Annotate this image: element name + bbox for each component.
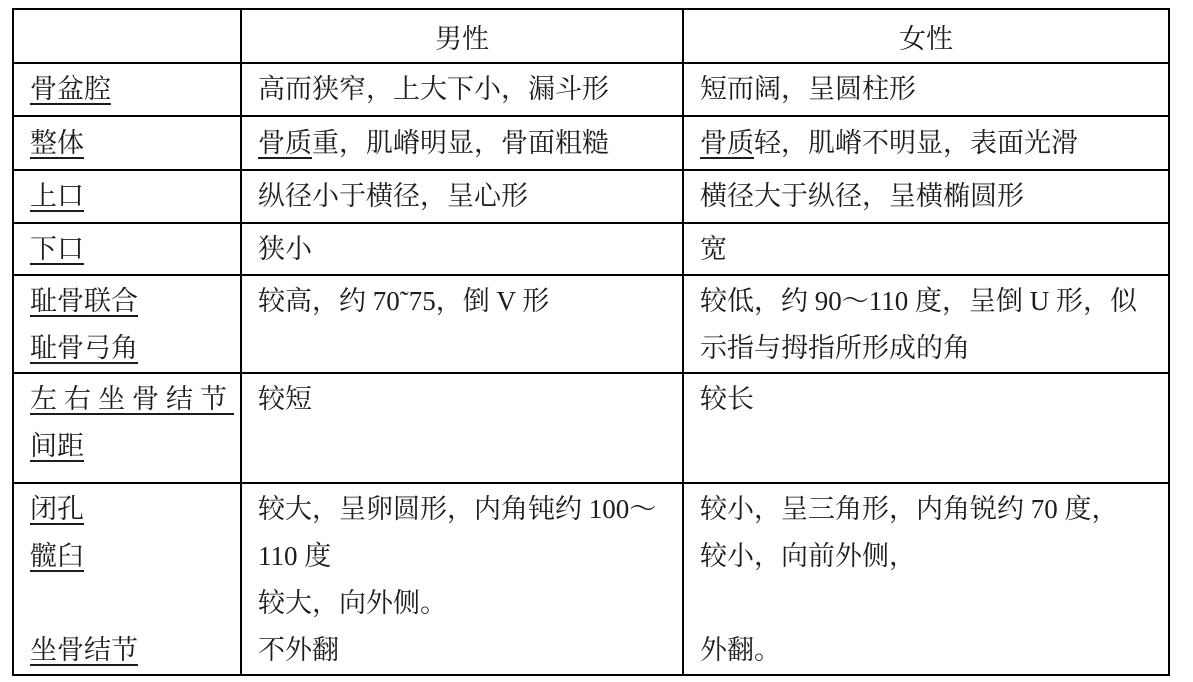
text-segment: 较高，约 70˜75，倒 V 形 <box>258 286 550 316</box>
text-line <box>30 376 232 423</box>
pelvis-comparison-table <box>12 8 1170 676</box>
male-cell <box>241 63 683 116</box>
text-line <box>30 325 232 372</box>
female-cell <box>683 275 1169 373</box>
text-line <box>258 173 674 220</box>
text-line <box>700 376 1160 423</box>
text-segment: 较小，向前外侧， <box>700 541 916 571</box>
row-label-cell <box>13 116 241 170</box>
row-label-cell <box>13 170 241 223</box>
female-cell <box>683 223 1169 275</box>
text-segment: 上口 <box>30 181 84 211</box>
text-segment: 短而阔，呈圆柱形 <box>700 74 916 104</box>
text-line <box>258 278 674 325</box>
text-segment: 狭小 <box>258 233 312 264</box>
text-segment: 间距 <box>30 431 84 461</box>
text-line <box>700 533 1160 580</box>
text-segment: 整体 <box>30 127 84 158</box>
header-corner-cell <box>13 9 241 63</box>
text-segment: 骨盆腔 <box>30 74 111 104</box>
male-cell <box>241 170 683 223</box>
female-cell <box>683 483 1169 675</box>
male-cell <box>241 275 683 373</box>
female-cell <box>683 170 1169 223</box>
text-line <box>258 66 674 113</box>
header-male-cell: 男性 <box>241 9 683 63</box>
text-line <box>258 533 674 580</box>
text-line <box>30 580 232 627</box>
text-line <box>700 627 1160 674</box>
text-line <box>30 486 232 533</box>
male-cell <box>241 373 683 483</box>
table-row <box>13 116 1169 170</box>
text-segment: 不外翻 <box>258 635 339 665</box>
row-label-cell <box>13 373 241 483</box>
header-female-cell: 女性 <box>683 9 1169 63</box>
table-row <box>13 170 1169 223</box>
text-segment: 纵径小于横径，呈心形 <box>258 181 528 211</box>
text-segment: 较大，向外侧。 <box>258 588 447 618</box>
text-segment: 较长 <box>700 384 754 414</box>
text-line <box>700 66 1160 113</box>
female-cell <box>683 63 1169 116</box>
table-row <box>13 63 1169 116</box>
text-line <box>700 278 1160 325</box>
text-line <box>30 627 232 674</box>
text-segment: 外翻。 <box>700 635 781 665</box>
text-segment: 左右坐骨结节 <box>30 384 234 414</box>
text-segment: 较小，呈三角形，内角锐约 70 度， <box>700 494 1119 524</box>
text-line <box>258 580 674 627</box>
text-segment: 闭孔 <box>30 494 84 524</box>
table-row <box>13 275 1169 373</box>
text-segment: 耻骨弓角 <box>30 333 138 363</box>
text-segment: 较低，约 90～110 度，呈倒 U 形，似 <box>700 286 1137 316</box>
header-row <box>13 9 1169 63</box>
text-segment: 110 度 <box>258 541 332 571</box>
table-row <box>13 483 1169 675</box>
text-segment: 示指与拇指所形成的角 <box>700 333 970 363</box>
text-line <box>258 486 674 533</box>
text-segment: 较短 <box>258 384 312 414</box>
row-label-cell <box>13 275 241 373</box>
table-row <box>13 223 1169 275</box>
text-line <box>30 173 232 220</box>
text-line <box>30 278 232 325</box>
table-row <box>13 373 1169 483</box>
text-line <box>700 173 1160 220</box>
male-cell <box>241 483 683 675</box>
text-line <box>700 120 1160 167</box>
table-header <box>13 9 1169 63</box>
text-segment: 下口 <box>30 233 84 264</box>
text-segment: 骨质 <box>700 127 754 158</box>
text-line <box>700 580 1160 627</box>
text-line <box>258 376 674 423</box>
text-segment: 骨质 <box>258 127 312 158</box>
text-segment: 高而狭窄，上大下小，漏斗形 <box>258 74 609 104</box>
text-segment: 较大，呈卵圆形，内角钝约 100～ <box>258 494 657 524</box>
male-cell <box>241 116 683 170</box>
male-cell <box>241 223 683 275</box>
text-line <box>30 226 232 273</box>
text-line <box>30 423 232 470</box>
row-label-cell <box>13 63 241 116</box>
row-label-cell <box>13 223 241 275</box>
text-line <box>30 533 232 580</box>
text-line <box>700 486 1160 533</box>
table-body <box>13 63 1169 675</box>
text-line <box>700 325 1160 372</box>
female-cell <box>683 373 1169 483</box>
row-label-cell <box>13 483 241 675</box>
text-line <box>30 120 232 167</box>
text-line <box>258 226 674 273</box>
text-line <box>700 226 1160 273</box>
text-line <box>258 627 674 674</box>
female-cell <box>683 116 1169 170</box>
text-segment: 髋臼 <box>30 541 84 571</box>
text-segment: 宽 <box>700 233 727 264</box>
text-segment: 轻，肌嵴不明显，表面光滑 <box>754 127 1078 158</box>
text-line <box>258 120 674 167</box>
text-segment: 横径大于纵径，呈横椭圆形 <box>700 181 1024 211</box>
text-segment: 坐骨结节 <box>30 635 138 665</box>
text-line <box>30 66 232 113</box>
text-segment: 重，肌嵴明显，骨面粗糙 <box>312 127 609 158</box>
text-segment: 耻骨联合 <box>30 286 138 316</box>
